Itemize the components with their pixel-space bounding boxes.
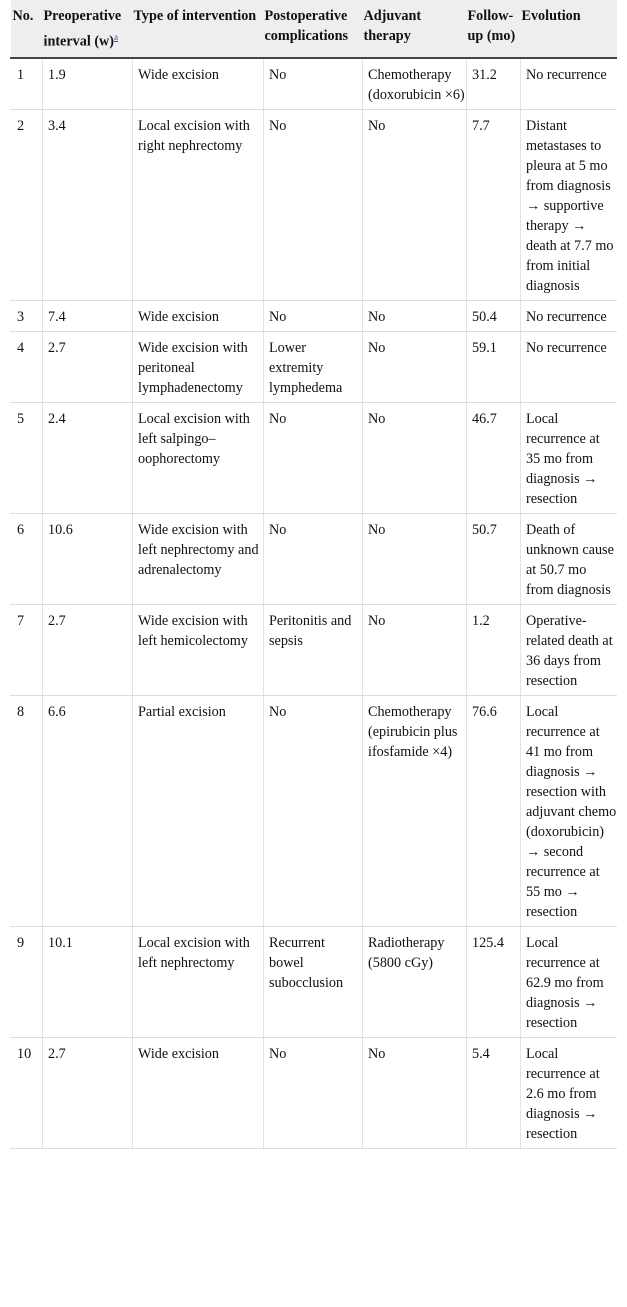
cell-evolution: Local recurrence at 35 mo from diagnosis → resection [520,402,617,513]
cell-complications: No [263,513,362,604]
table-row [11,300,617,331]
cell-evolution: Local recurrence at 2.6 mo from diagnosis → resection [520,1037,617,1148]
cell-followup: 59.1 [466,331,520,402]
header-complications: Postoperative complications [263,0,362,58]
cell-evolution: Local recurrence at 62.9 mo from diagnosis → resection [520,926,617,1037]
table-row [11,926,617,1037]
table-row [11,513,617,604]
cell-complications: Lower extremity lymphedema [263,331,362,402]
table-row [11,1037,617,1148]
cell-intervention: Partial excision [132,695,263,926]
cell-complications: Peritonitis and sepsis [263,604,362,695]
cell-complications: No [263,402,362,513]
cell-adjuvant: No [362,402,466,513]
cell-no: 6 [11,513,42,604]
cell-no: 10 [11,1037,42,1148]
header-followup: Follow-up (mo) [466,0,520,58]
cell-intervention: Wide excision [132,1037,263,1148]
cell-no: 2 [11,109,42,300]
cell-intervention: Local excision with left salpingo–oophorectomy [132,402,263,513]
cell-intervention: Wide excision with left nephrectomy and adrenalectomy [132,513,263,604]
cell-adjuvant: No [362,1037,466,1148]
cell-interval: 2.7 [42,1037,132,1148]
table-body [11,58,617,1149]
cell-interval: 10.6 [42,513,132,604]
cell-interval: 6.6 [42,695,132,926]
cell-adjuvant: Radiotherapy (5800 cGy) [362,926,466,1037]
table-row [11,402,617,513]
cell-evolution: No recurrence [520,300,617,331]
cell-followup: 125.4 [466,926,520,1037]
cell-intervention: Wide excision [132,300,263,331]
cell-adjuvant: No [362,109,466,300]
cell-intervention: Wide excision with left hemicolectomy [132,604,263,695]
cell-complications: No [263,695,362,926]
cell-interval: 2.4 [42,402,132,513]
header-no: No. [11,0,42,58]
cell-interval: 7.4 [42,300,132,331]
table-row [11,58,617,110]
cell-complications: No [263,109,362,300]
cell-interval: 3.4 [42,109,132,300]
cell-no: 3 [11,300,42,331]
cell-followup: 31.2 [466,58,520,110]
cell-no: 8 [11,695,42,926]
cell-evolution: Local recurrence at 41 mo from diagnosis → resection with adjuvant chemo (doxorubicin) → second recurrence at 55 mo → resection [520,695,617,926]
cell-interval: 2.7 [42,604,132,695]
cell-interval: 1.9 [42,58,132,110]
cell-complications: No [263,58,362,110]
cell-followup: 50.7 [466,513,520,604]
cell-complications: No [263,1037,362,1148]
cell-intervention: Local excision with left nephrectomy [132,926,263,1037]
cell-adjuvant: Chemotherapy (epirubicin plus ifosfamide ×4) [362,695,466,926]
cell-followup: 1.2 [466,604,520,695]
cell-intervention: Local excision with right nephrectomy [132,109,263,300]
cell-adjuvant: No [362,331,466,402]
treatment-table [10,0,617,1149]
cell-evolution: No recurrence [520,58,617,110]
cell-no: 5 [11,402,42,513]
cell-intervention: Wide excision [132,58,263,110]
cell-adjuvant: No [362,604,466,695]
table-row [11,331,617,402]
cell-adjuvant: No [362,300,466,331]
table-row [11,109,617,300]
cell-evolution: Distant metastases to pleura at 5 mo from diagnosis → supportive therapy → death at 7.7 mo from initial diagnosis [520,109,617,300]
header-interval-label: Preoperative interval (w) [43,8,122,50]
cell-interval: 10.1 [42,926,132,1037]
cell-followup: 7.7 [466,109,520,300]
cell-evolution: Death of unknown cause at 50.7 mo from diagnosis [520,513,617,604]
header-intervention: Type of intervention [132,0,263,58]
cell-no: 4 [11,331,42,402]
cell-adjuvant: Chemotherapy (doxorubicin ×6) [362,58,466,110]
cell-no: 1 [11,58,42,110]
cell-no: 7 [11,604,42,695]
footnote-link[interactable]: a [114,32,119,42]
cell-interval: 2.7 [42,331,132,402]
table-row [11,604,617,695]
cell-followup: 46.7 [466,402,520,513]
cell-evolution: No recurrence [520,331,617,402]
cell-followup: 76.6 [466,695,520,926]
header-adjuvant: Adjuvant therapy [362,0,466,58]
cell-complications: Recurrent bowel subocclusion [263,926,362,1037]
cell-complications: No [263,300,362,331]
cell-followup: 50.4 [466,300,520,331]
cell-evolution: Operative-related death at 36 days from resection [520,604,617,695]
header-evolution: Evolution [520,0,617,58]
cell-adjuvant: No [362,513,466,604]
table-header [11,0,617,58]
cell-no: 9 [11,926,42,1037]
header-interval [42,0,132,58]
cell-followup: 5.4 [466,1037,520,1148]
table-row [11,695,617,926]
cell-intervention: Wide excision with peritoneal lymphadenectomy [132,331,263,402]
